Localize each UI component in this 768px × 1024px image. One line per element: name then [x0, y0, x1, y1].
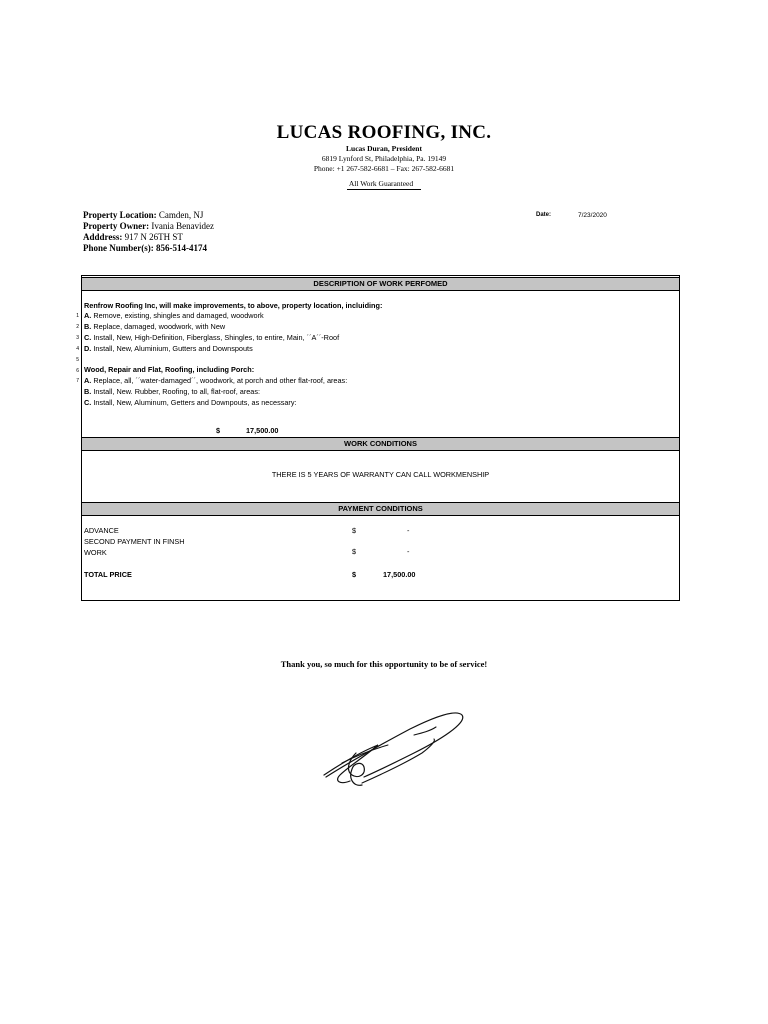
advance-value: - [407, 526, 410, 535]
company-phone: Phone: +1 267-582-6681 – Fax: 267-582-6681 [313, 163, 455, 173]
work-conditions-text: THERE IS 5 YEARS OF WARRANTY CAN CALL WORKMENSHIP [271, 470, 490, 479]
signature-image [318, 705, 468, 795]
work-item-letter: C. [84, 398, 92, 407]
company-president: Lucas Duran, President [346, 144, 422, 153]
line-number: 1 [76, 313, 79, 319]
total-price-label: TOTAL PRICE [84, 570, 132, 579]
total-price-currency: $ [352, 570, 357, 579]
property-owner-value: Ivania Benavidez [149, 221, 215, 231]
work-section2-title: Wood, Repair and Flat, Roofing, including Porch: [84, 365, 255, 374]
work-item-text: Install, New. Rubber, Roofing, to all, flat-roof, areas: [91, 387, 261, 396]
property-phone-row [83, 243, 214, 254]
work-item-text: Remove, existing, shingles and damaged, woodwork [91, 311, 264, 320]
work-item [84, 398, 297, 408]
work-item [84, 322, 225, 332]
work-item-letter: B. [84, 322, 92, 331]
line-number: 2 [76, 324, 79, 330]
property-address-row [83, 232, 214, 243]
thank-you-note: Thank you, so much for this opportunity to be of service! [280, 659, 488, 669]
company-name: LUCAS ROOFING, INC. [276, 122, 492, 143]
line-number: 4 [76, 346, 79, 352]
letterhead [0, 122, 768, 191]
line-number: 5 [76, 357, 79, 363]
second-payment-value: - [407, 547, 410, 556]
work-item-text: Install, New, Aluminum, Getters and Downpouts, as necessary: [91, 398, 297, 407]
work-item-letter: B. [84, 387, 92, 396]
second-payment-label: SECOND PAYMENT IN FINSH [84, 537, 185, 546]
total-price-value: 17,500.00 [383, 570, 416, 579]
work-item [84, 333, 339, 343]
advance-currency: $ [352, 526, 357, 535]
advance-label: ADVANCE [84, 526, 119, 535]
line-number: 6 [76, 368, 79, 374]
work-item-letter: D. [84, 344, 92, 353]
property-info [83, 210, 214, 254]
property-address-value: 917 N 26TH ST [122, 232, 183, 242]
work-item-letter: A. [84, 311, 92, 320]
property-location-value: Camden, NJ [156, 210, 204, 220]
property-phone-label: Phone Number(s): [83, 243, 154, 253]
property-location-label: Property Location: [83, 210, 157, 220]
work-item-text: Install, New, High-Definition, Fiberglass, Shingles, to entire, Main, ´´A´´-Roof [91, 333, 340, 342]
work-item [84, 344, 253, 354]
date-label: Date: [536, 212, 552, 218]
work-amount-currency: $ [216, 426, 221, 435]
work-description-header: DESCRIPTION OF WORK PERFOMED [82, 277, 679, 291]
contract-box [81, 275, 680, 601]
payment-conditions-header: PAYMENT CONDITIONS [82, 502, 679, 516]
property-owner-row [83, 221, 214, 232]
work-item-text: Replace, all, ´´water-damaged´´, woodwork, at porch and other flat-roof, areas: [91, 376, 348, 385]
second-payment-label-cont: WORK [84, 548, 107, 557]
work-amount-value: 17,500.00 [246, 426, 279, 435]
line-number: 7 [76, 378, 79, 384]
property-owner-label: Property Owner: [83, 221, 150, 231]
property-phone-value: 856-514-4174 [153, 243, 207, 253]
company-guarantee: All Work Guaranteed [347, 179, 421, 190]
work-item-letter: C. [84, 333, 92, 342]
company-address: 6819 Lynford St, Philadelphia, Pa. 19149 [321, 154, 447, 163]
property-address-label: Adddress: [83, 232, 123, 242]
work-item [84, 387, 260, 397]
work-item [84, 311, 264, 321]
work-item-text: Replace, damaged, woodwork, with New [91, 322, 226, 331]
work-intro: Renfrow Roofing Inc, will make improvements, to above, property location, incluiding: [84, 301, 383, 310]
work-item [84, 376, 347, 386]
work-conditions-header: WORK CONDITIONS [82, 437, 679, 451]
work-item-letter: A. [84, 376, 92, 385]
date-value: 7/23/2020 [578, 212, 607, 219]
line-number: 3 [76, 335, 79, 341]
property-location-row [83, 210, 214, 221]
second-payment-currency: $ [352, 547, 357, 556]
work-item-text: Install, New, Aluminium, Gutters and Downspouts [91, 344, 253, 353]
